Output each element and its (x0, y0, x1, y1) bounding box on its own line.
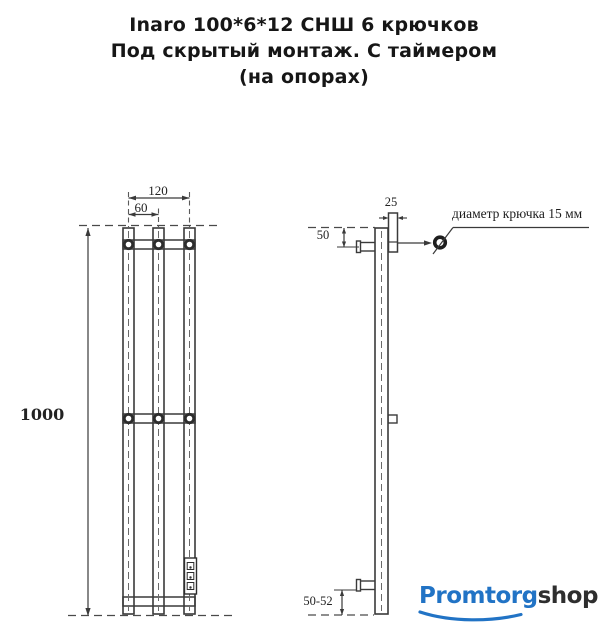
dim-height-label: 1000 (19, 405, 65, 424)
wall-bracket-bottom (357, 580, 377, 592)
hook-front (154, 240, 162, 248)
dim-bottom-offset-label: 50-52 (303, 594, 333, 608)
dim-width-half-label: 60 (134, 200, 148, 215)
side-view (308, 213, 589, 615)
logo-swoosh-icon (420, 612, 521, 620)
logo-text-blue: Promtorg (419, 583, 538, 609)
hook-diameter-note: диаметр крючка 15 мм (452, 206, 583, 221)
hook-front (154, 414, 162, 422)
hook-rail-side-top (389, 213, 398, 252)
promtorgshop-logo (419, 583, 598, 609)
dim-width-total-label: 120 (148, 183, 168, 198)
dim-top-offset-label: 50 (316, 228, 330, 242)
hook-front (185, 240, 193, 248)
timer-panel (185, 558, 197, 594)
title-line-3: (на опорах) (238, 66, 370, 88)
title-line-2: Под скрытый монтаж. С таймером (110, 40, 498, 62)
hook-front (185, 414, 193, 422)
hook-front (124, 414, 132, 422)
dim-rail-width-label: 25 (384, 195, 398, 209)
front-view (68, 192, 233, 616)
logo-text-dark: shop (537, 583, 598, 609)
arrow-up (85, 228, 90, 236)
hook-stub-middle (388, 415, 397, 423)
hook-detail-circle (435, 237, 446, 248)
arrow-down (85, 608, 90, 616)
hook-front (124, 240, 132, 248)
wall-bracket-top (357, 241, 377, 253)
title-line-1: Inaro 100*6*12 СНШ 6 крючков (129, 14, 479, 36)
